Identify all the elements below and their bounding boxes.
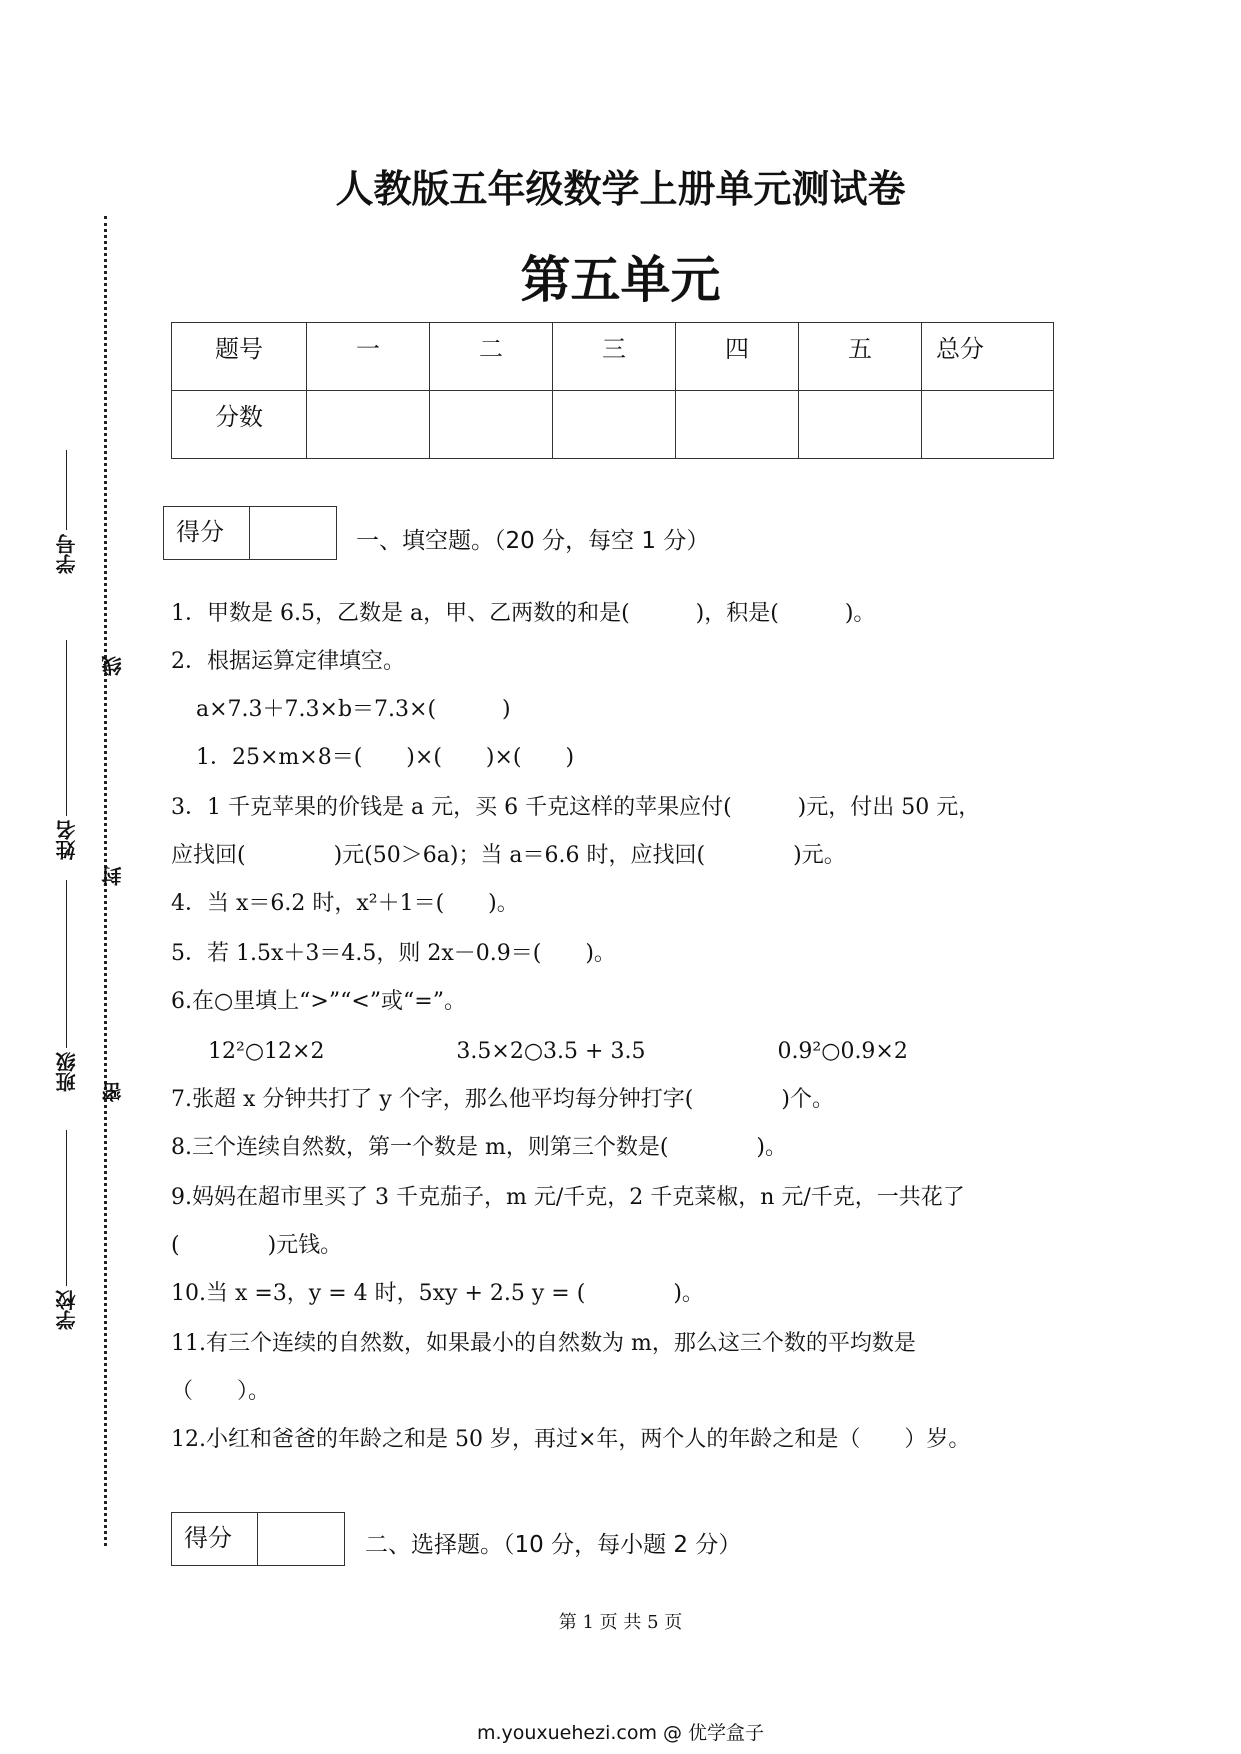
score-table-cell: 四: [676, 323, 799, 391]
unit-title: 第五单元: [520, 251, 721, 309]
question-line: 12²○12×2 3.5×2○3.5 + 3.5 0.9²○0.9×2: [208, 1039, 908, 1064]
section2-title: 二、选择题。（10 分，每小题 2 分）: [365, 1532, 742, 1558]
section1-score-field[interactable]: [250, 507, 336, 559]
question-line: 7.张超 x 分钟共打了 y 个字，那么他平均每分钟打字( )个。: [171, 1087, 834, 1112]
question-line: 9.妈妈在超市里买了 3 千克茄子，m 元/千克，2 千克菜椒，n 元/千克，一共花了: [171, 1185, 965, 1210]
side-field-class-line: [66, 880, 67, 1048]
page-number: 第 1 页 共 5 页: [558, 1612, 683, 1633]
question-line: ( )元钱。: [171, 1233, 343, 1258]
side-field-student-id: 学号: [55, 534, 79, 574]
seal-char-line: 线: [101, 656, 125, 676]
seal-char-secret: 密: [101, 1082, 125, 1102]
question-line: 1．25×m×8＝( )×( )×( ): [196, 745, 575, 770]
question-line: （ ）。: [171, 1379, 271, 1404]
section2-score-label: 得分: [172, 1513, 258, 1565]
question-line: 2．根据运算定律填空。: [171, 649, 405, 674]
question-line: a×7.3＋7.3×b＝7.3×( ): [196, 697, 511, 722]
seal-char-seal: 封: [101, 866, 125, 886]
question-line: 8.三个连续自然数，第一个数是 m，则第三个数是( )。: [171, 1135, 788, 1160]
score-table-cell: 五: [799, 323, 922, 391]
section1-score-box: [163, 506, 337, 560]
section1-score-label: 得分: [164, 507, 250, 559]
side-field-student-id-line: [66, 450, 67, 530]
score-input-cell[interactable]: [799, 391, 922, 459]
question-line: 3．1 千克苹果的价钱是 a 元，买 6 千克这样的苹果应付( )元，付出 50 元，: [171, 795, 981, 820]
question-line: 12.小红和爸爸的年龄之和是 50 岁，再过×年，两个人的年龄之和是（ ）岁。: [171, 1427, 971, 1452]
side-field-name-line: [66, 640, 67, 816]
score-table: [171, 322, 1054, 459]
score-table-cell: 二: [430, 323, 553, 391]
score-table-score-row: [172, 391, 1054, 459]
section1-title: 一、填空题。（20 分，每空 1 分）: [356, 528, 710, 554]
watermark: m.youxuehezi.com @ 优学盒子: [476, 1722, 765, 1744]
score-input-cell[interactable]: [430, 391, 553, 459]
section2-score-box: [171, 1512, 345, 1566]
score-table-cell: 一: [307, 323, 430, 391]
question-line: 6.在○里填上“>”“<”或“=”。: [171, 989, 466, 1014]
side-field-class: 班级: [55, 1052, 79, 1092]
side-field-school-line: [66, 1130, 67, 1286]
question-line: 10.当 x =3，y = 4 时，5xy + 2.5 y = ( )。: [171, 1281, 704, 1306]
score-input-cell[interactable]: [676, 391, 799, 459]
exam-title: 人教版五年级数学上册单元测试卷: [335, 167, 906, 211]
score-input-cell[interactable]: [922, 391, 1054, 459]
question-line: 4．当 x＝6.2 时，x²＋1＝( )。: [171, 891, 519, 916]
section2-score-field[interactable]: [258, 1513, 344, 1565]
question-line: 5．若 1.5x＋3＝4.5，则 2x－0.9＝( )。: [171, 941, 616, 966]
score-table-cell: 三: [553, 323, 676, 391]
question-line: 1．甲数是 6.5，乙数是 a，甲、乙两数的和是( )，积是( )。: [171, 601, 876, 626]
score-input-cell[interactable]: [307, 391, 430, 459]
score-table-cell: 题号: [172, 323, 307, 391]
side-field-name: 姓名: [55, 820, 79, 860]
score-input-cell[interactable]: [553, 391, 676, 459]
score-table-cell: 总分: [922, 323, 1054, 391]
side-field-school: 学校: [55, 1290, 79, 1330]
question-line: 11.有三个连续的自然数，如果最小的自然数为 m，那么这三个数的平均数是: [171, 1331, 916, 1356]
score-table-cell: 分数: [172, 391, 307, 459]
score-table-header-row: [172, 323, 1054, 391]
question-line: 应找回( )元(50＞6a)；当 a＝6.6 时，应找回( )元。: [171, 843, 846, 868]
